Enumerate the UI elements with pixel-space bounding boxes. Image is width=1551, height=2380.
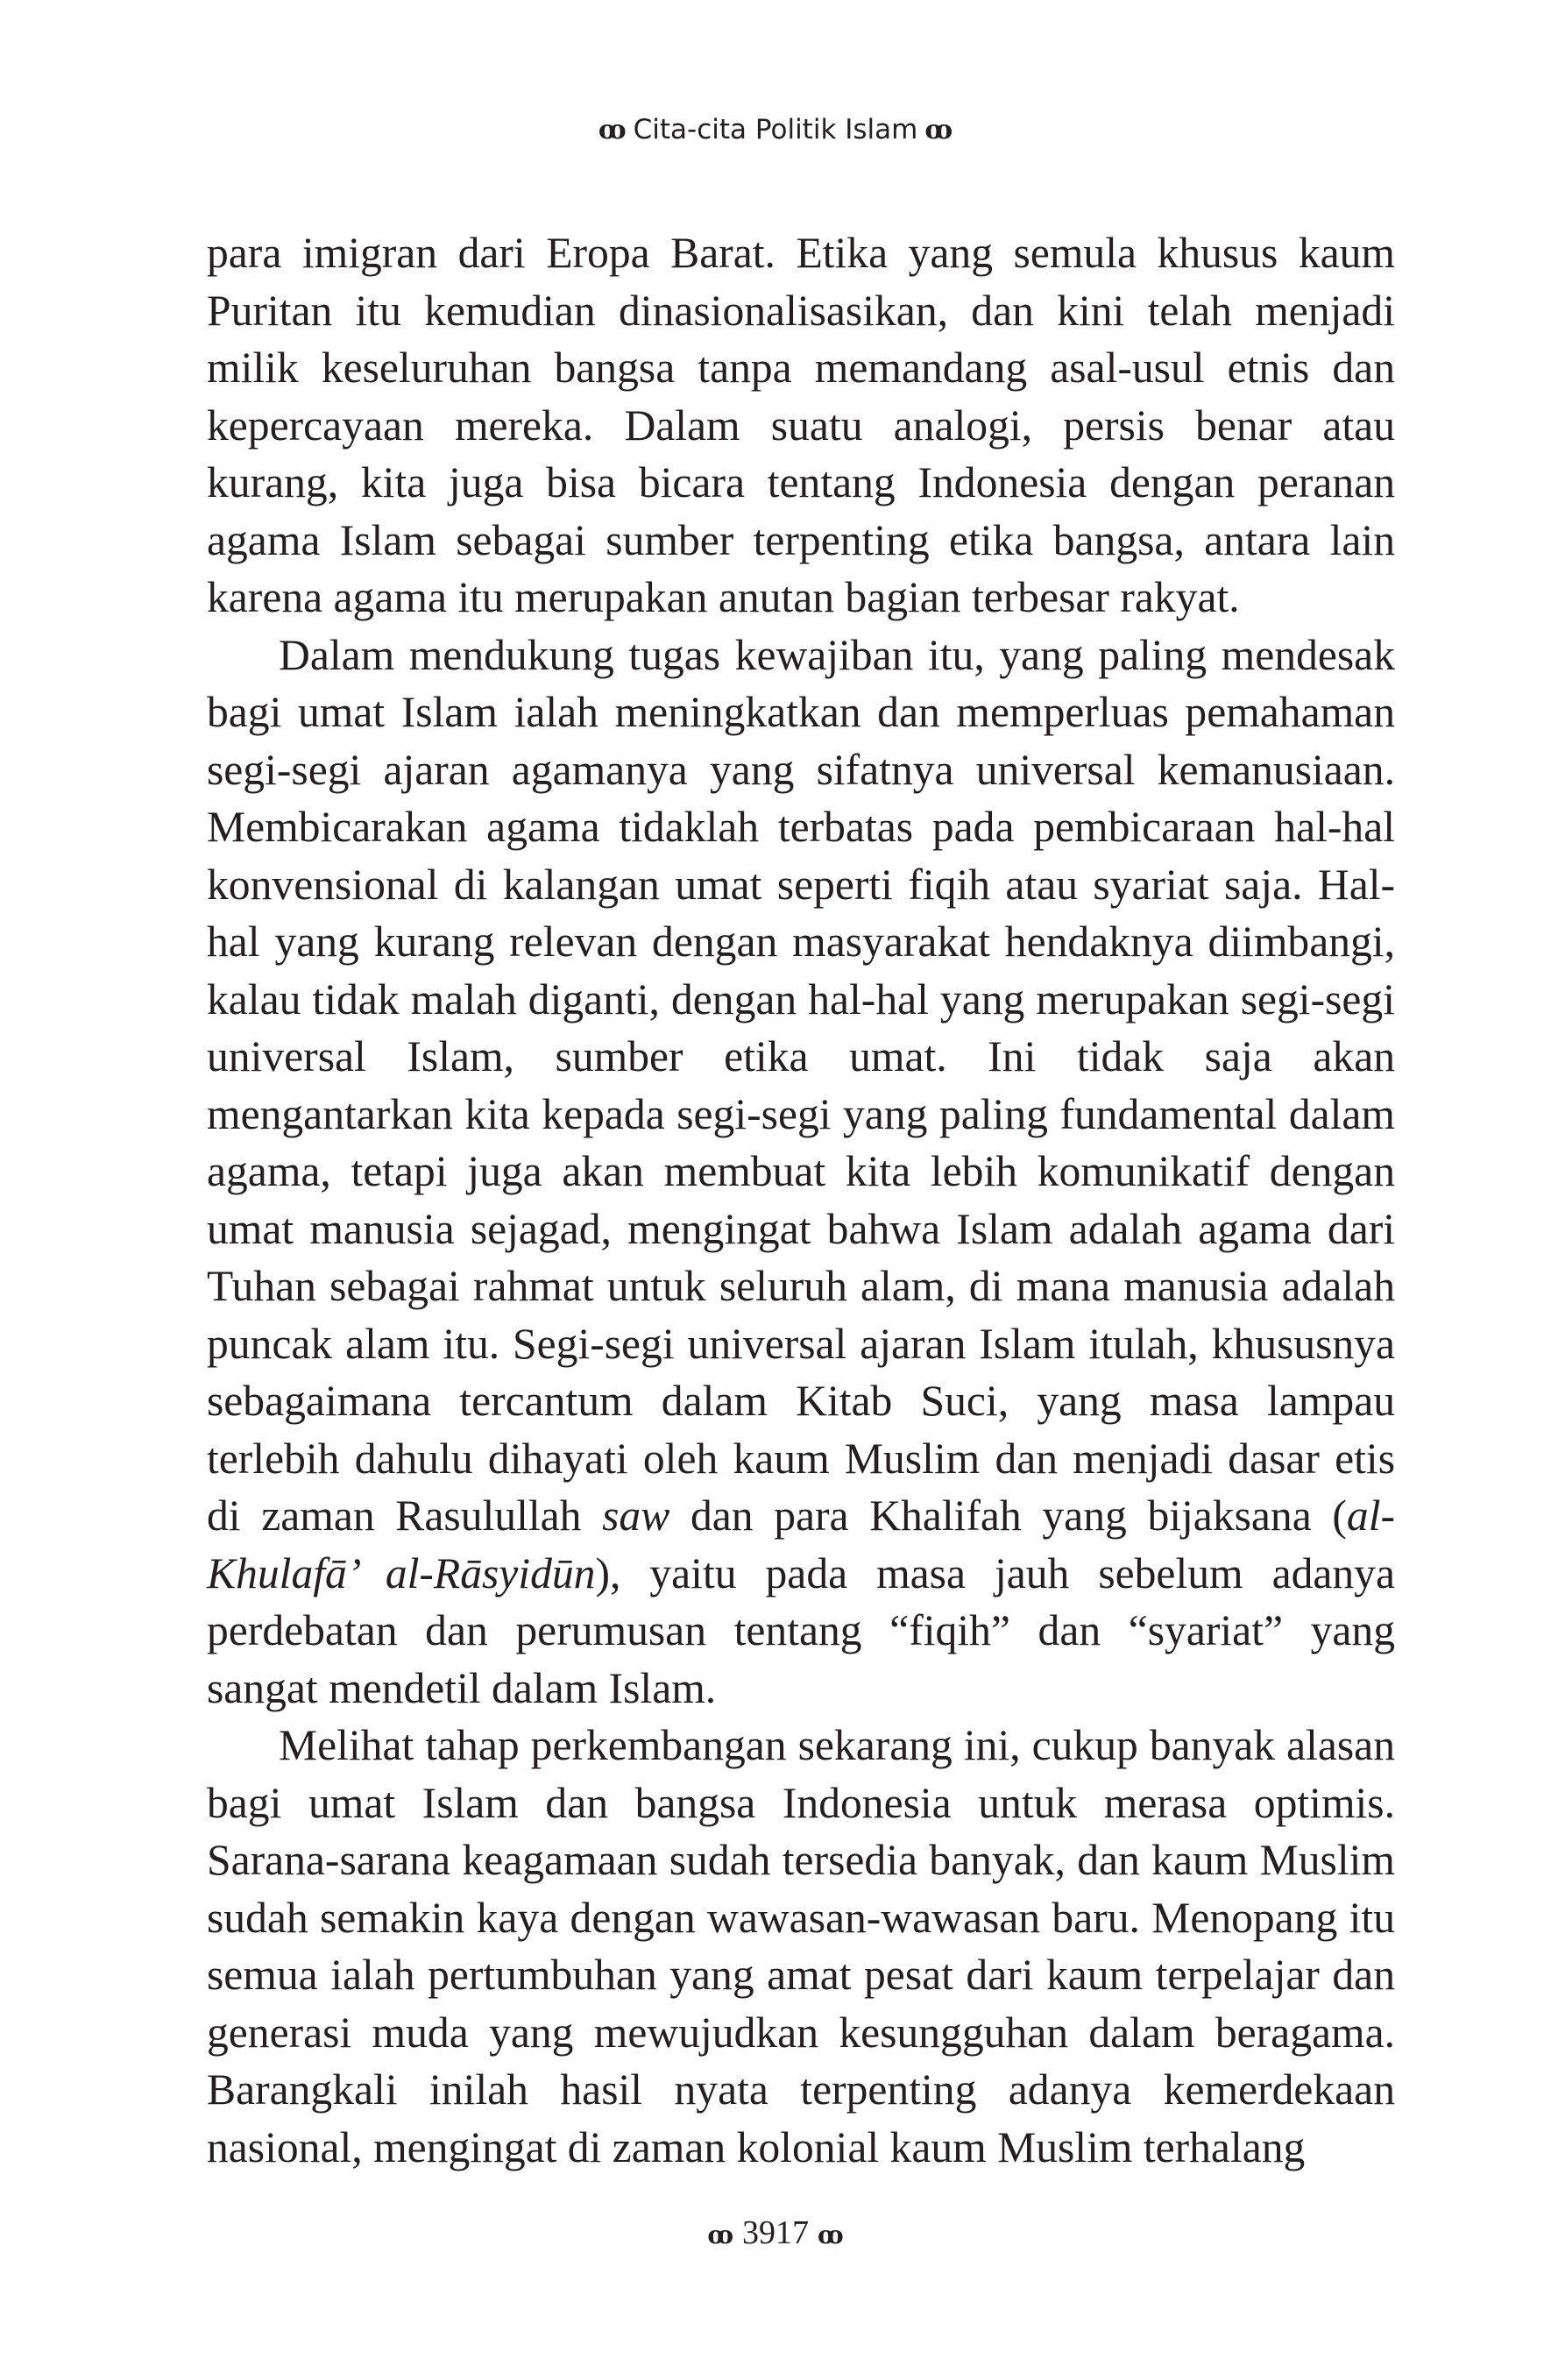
running-header: [0, 112, 1551, 148]
folio-ornament-left-icon: ꝏ: [707, 2221, 733, 2249]
text-run: Dalam mendukung tugas kewajiban itu, yang paling mendesak bagi umat Islam ialah meningkatkan dan memperluas pemahaman segi-segi ajaran agamanya yang sifatnya universal kemanusiaan. Membicarakan agama tidaklah terbatas pada pembicaraan hal-hal konvensional di kalangan umat seperti fiqih atau syariat saja. Hal-hal yang kurang relevan dengan masyarakat hendaknya diimbangi, kalau tidak malah diganti, dengan hal-hal yang merupakan segi-segi universal Islam, sumber etika umat. Ini tidak saja akan mengantarkan kita kepada segi-segi yang paling fundamental dalam agama, tetapi juga akan membuat kita lebih komunikatif dengan umat manusia sejagad, mengingat bahwa Islam adalah agama dari Tuhan sebagai rahmat untuk seluruh alam, di mana manusia adalah puncak alam itu. Segi-segi universal ajaran Islam itulah, khususnya sebagaimana tercantum dalam Kitab Suci, yang masa lampau terlebih dahulu dihayati oleh kaum Muslim dan menjadi dasar etis di zaman Rasulullah: [207, 630, 1395, 1540]
text-run: dan para Khalifah yang bijaksana (: [669, 1491, 1347, 1540]
page-footer: [0, 2212, 1551, 2256]
paragraph: [207, 224, 1395, 627]
italic-text: al-Khulafā’ al-Rāsyidūn: [207, 1491, 1396, 1597]
body-text: [207, 224, 1395, 2176]
ornament-left-icon: ꝏ: [598, 115, 627, 145]
paragraph: [207, 1717, 1395, 2176]
text-run: ), yaitu pada masa jauh sebelum adanya perdebatan dan perumusan tentang “fiqih” dan “syariat” yang sangat mendetil dalam Islam.: [207, 1548, 1395, 1712]
paragraph: [207, 627, 1395, 1718]
page-number: 3917: [742, 2214, 809, 2251]
running-header-title: Cita-cita Politik Islam: [633, 114, 918, 145]
italic-text: saw: [602, 1491, 670, 1540]
folio-ornament-right-icon: ꝏ: [818, 2221, 844, 2249]
ornament-right-icon: ꝏ: [924, 115, 953, 145]
text-run: para imigran dari Eropa Barat. Etika yang semula khusus kaum Puritan itu kemudian dinasionalisasikan, dan kini telah menjadi milik keseluruhan bangsa tanpa memandang asal-usul etnis dan kepercayaan mereka. Dalam suatu analogi, persis benar atau kurang, kita juga bisa bicara tentang Indonesia dengan peranan agama Islam sebagai sumber terpenting etika bangsa, antara lain karena agama itu merupakan anutan bagian terbesar rakyat.: [207, 229, 1395, 621]
text-run: Melihat tahap perkembangan sekarang ini, cukup banyak alasan bagi umat Islam dan bangsa Indonesia untuk merasa optimis. Sarana-sarana keagamaan sudah tersedia banyak, dan kaum Muslim sudah semakin kaya dengan wawasan-wawasan baru. Menopang itu semua ialah pertumbuhan yang amat pesat dari kaum terpelajar dan generasi muda yang mewujudkan kesungguhan dalam beragama. Barangkali inilah hasil nyata terpenting adanya kemerdekaan nasional, mengingat di zaman kolonial kaum Muslim terhalang: [207, 1721, 1395, 2171]
